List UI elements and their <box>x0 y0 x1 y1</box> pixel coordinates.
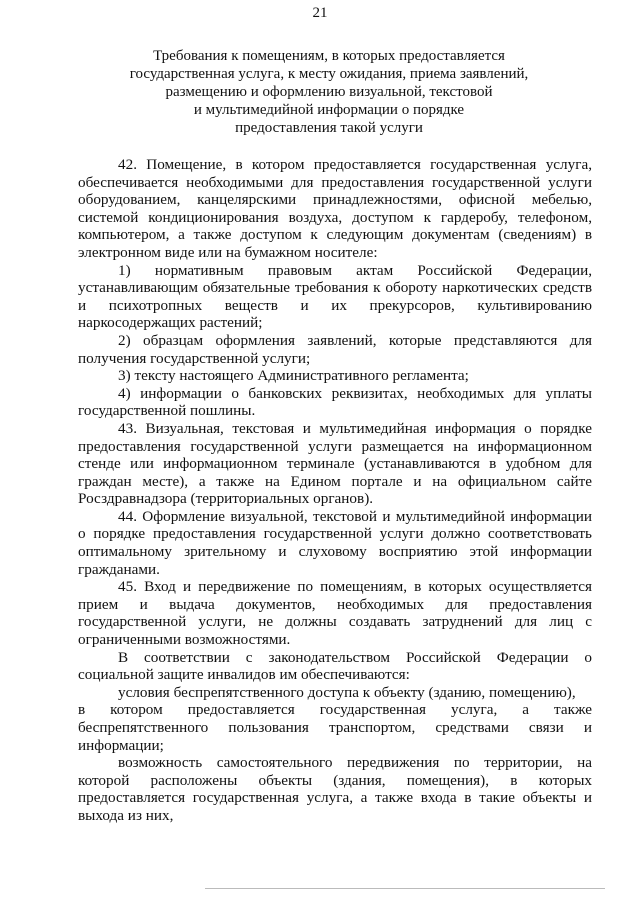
paragraph-transport: в котором предоставляется государственная услуга, а также беспрепятственного пользования транспортом, средствами связи и информации; <box>78 701 592 754</box>
list-item-2: 2) образцам оформления заявлений, которые представляются для получения государственной услуги; <box>78 331 592 367</box>
list-item-3: 3) тексту настоящего Административного регламента; <box>118 367 469 385</box>
document-body <box>78 156 592 825</box>
heading-line: государственная услуга, к месту ожидания, приема заявлений, <box>129 66 529 82</box>
section-heading <box>110 47 548 137</box>
list-item-4: 4) информации о банковских реквизитах, необходимых для уплаты государственной пошлины. <box>78 384 592 420</box>
paragraph-42: 42. Помещение, в котором предоставляется государственная услуга, обеспечивается необходимыми для предоставления государственной услуги оборудованием, канцелярскими принадлежностями, офисной мебелью, системой кондиционирования воздуха, доступом к гардеробу, телефоном, компьютером, а также доступом к следующим документам (сведениям) в электронном виде или на бумажном носителе: <box>78 156 592 261</box>
paragraph-44: 44. Оформление визуальной, текстовой и мультимедийной информации о порядке предоставления государственной услуги должно соответствовать оптимальному зрительному и слуховому восприятию этой информации гражданами. <box>78 507 592 578</box>
paragraph-43: 43. Визуальная, текстовая и мультимедийная информация о порядке предоставления государственной услуги размещается на информационном стенде или информационном терминале (устанавливаются в удобном для граждан месте), а также на Едином портале и на официальном сайте Росздравнадзора (территориальных органов). <box>78 419 592 508</box>
footer-rule <box>205 888 605 889</box>
heading-line: предоставления такой услуги <box>235 120 423 136</box>
page-number: 21 <box>312 5 328 21</box>
heading-line: Требования к помещениям, в которых предоставляется <box>153 48 505 64</box>
paragraph-access-conditions: условия беспрепятственного доступа к объекту (зданию, помещению), <box>118 683 576 701</box>
paragraph-social-protection: В соответствии с законодательством Российской Федерации о социальной защите инвалидов им обеспечиваются: <box>78 648 592 684</box>
list-item-1: 1) нормативным правовым актам Российской Федерации, устанавливающим обязательные требования к обороту наркотических средств и психотропных веществ и их прекурсоров, культивированию наркосодержащих растений; <box>78 261 592 332</box>
paragraph-45: 45. Вход и передвижение по помещениям, в которых осуществляется прием и выдача документов, необходимых для предоставления государственной услуги, не должны создавать затруднений для лиц с ограниченными возможностями. <box>78 578 592 649</box>
heading-line: и мультимедийной информации о порядке <box>193 102 465 118</box>
heading-line: размещению и оформлению визуальной, текстовой <box>165 84 493 100</box>
paragraph-movement: возможность самостоятельного передвижения по территории, на которой расположены объекты (здания, помещения), в которых предоставляется государственная услуга, а также входа в такие объекты и выхода из них, <box>78 754 592 824</box>
